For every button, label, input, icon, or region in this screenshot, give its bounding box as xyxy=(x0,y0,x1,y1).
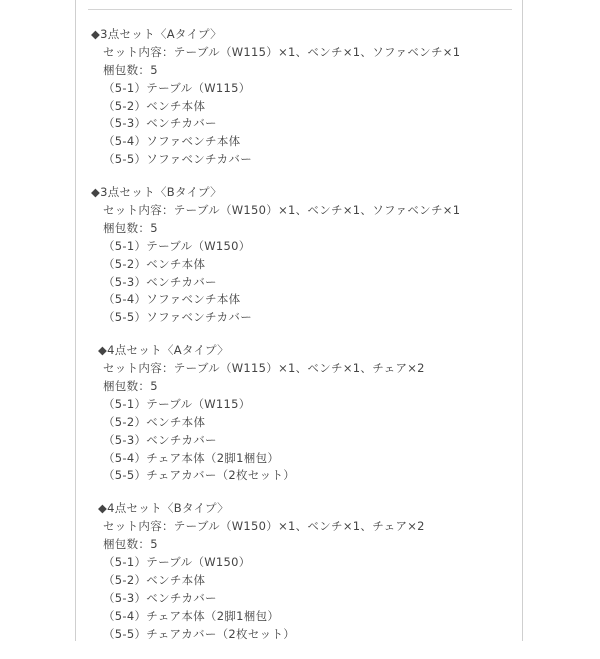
set-list xyxy=(0,26,600,659)
package-item: （5-4）ソファベンチ本体 xyxy=(103,134,241,149)
set-heading: ◆4点セット〈Bタイプ〉 xyxy=(98,501,229,516)
package-item: （5-3）ベンチカバー xyxy=(103,432,217,447)
package-item: （5-1）テーブル（W115） xyxy=(103,396,251,411)
set-contents: セット内容：テーブル（W115）×1、ベンチ×1、ソファベンチ×1 xyxy=(103,44,461,59)
set-contents: セット内容：テーブル（W115）×1、ベンチ×1、チェア×2 xyxy=(103,361,425,376)
package-item: （5-2）ベンチ本体 xyxy=(103,414,206,429)
package-item: （5-4）ソファベンチ本体 xyxy=(103,292,241,307)
top-divider xyxy=(88,9,512,10)
package-count: 梱包数：5 xyxy=(103,62,158,77)
package-count: 梱包数：5 xyxy=(103,537,158,552)
set-contents: セット内容：テーブル（W150）×1、ベンチ×1、チェア×2 xyxy=(103,519,425,534)
package-item: （5-4）チェア本体（2脚1梱包） xyxy=(103,450,280,465)
set-section-4a xyxy=(0,342,600,485)
set-contents: セット内容：テーブル（W150）×1、ベンチ×1、ソファベンチ×1 xyxy=(103,203,461,218)
set-heading: ◆4点セット〈Aタイプ〉 xyxy=(98,343,229,358)
package-item: （5-5）ソファベンチカバー xyxy=(103,152,253,167)
package-item: （5-1）テーブル（W115） xyxy=(103,80,251,95)
package-item: （5-2）ベンチ本体 xyxy=(103,256,206,271)
package-item: （5-5）チェアカバー（2枚セット） xyxy=(103,468,296,483)
package-item: （5-3）ベンチカバー xyxy=(103,590,217,605)
package-item: （5-5）チェアカバー（2枚セット） xyxy=(103,626,296,641)
set-heading: ◆3点セット〈Bタイプ〉 xyxy=(91,185,222,200)
package-item: （5-1）テーブル（W150） xyxy=(103,238,251,253)
package-item: （5-4）チェア本体（2脚1梱包） xyxy=(103,608,280,623)
set-section-3a xyxy=(0,26,600,169)
package-item: （5-5）ソファベンチカバー xyxy=(103,310,253,325)
package-count: 梱包数：5 xyxy=(103,220,158,235)
set-heading: ◆3点セット〈Aタイプ〉 xyxy=(91,27,222,41)
package-item: （5-3）ベンチカバー xyxy=(103,274,217,289)
package-item: （5-2）ベンチ本体 xyxy=(103,98,206,113)
package-item: （5-3）ベンチカバー xyxy=(103,116,217,131)
package-item: （5-2）ベンチ本体 xyxy=(103,572,206,587)
package-item: （5-1）テーブル（W150） xyxy=(103,555,251,570)
set-section-4b xyxy=(0,500,600,643)
package-count: 梱包数：5 xyxy=(103,379,158,394)
set-section-3b xyxy=(0,184,600,327)
